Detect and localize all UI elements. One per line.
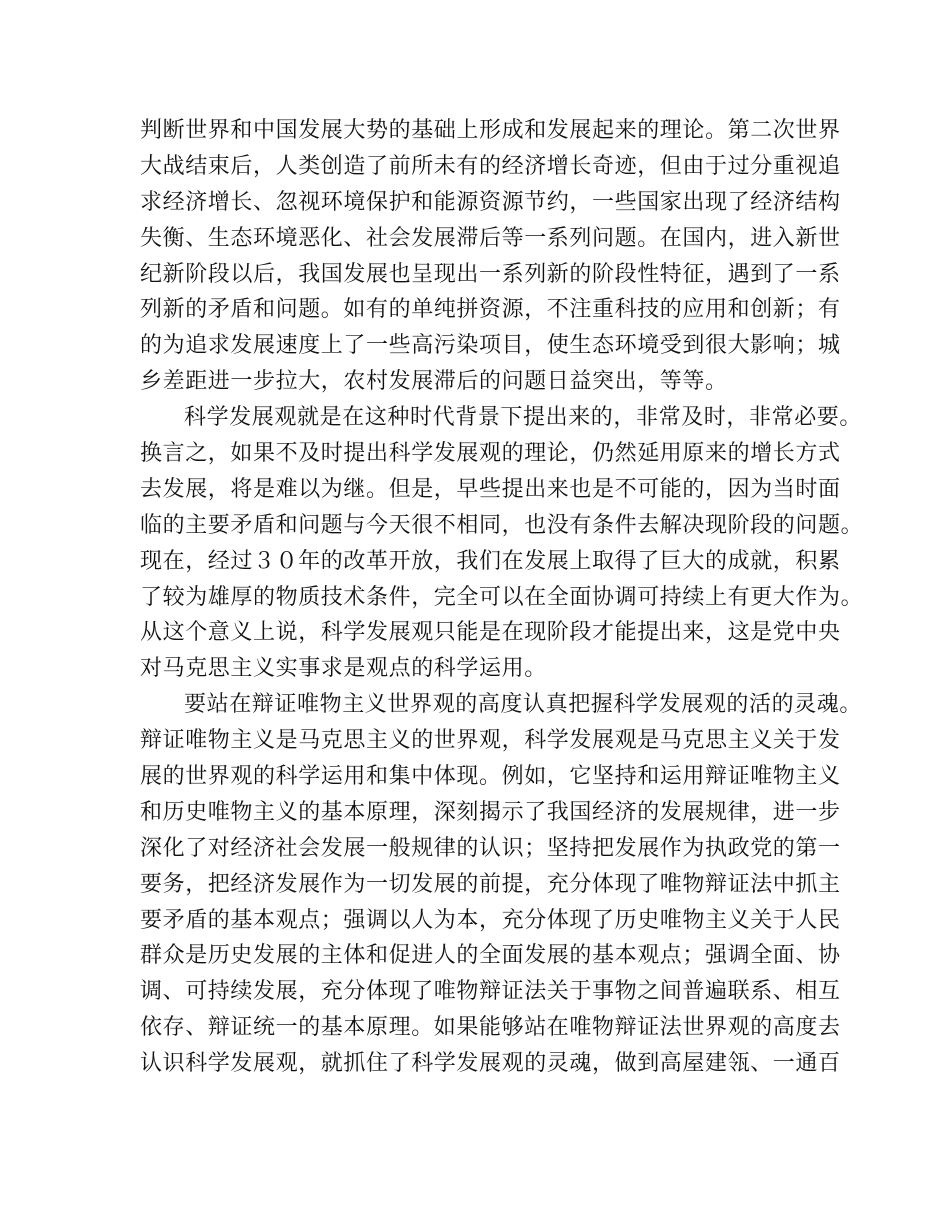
document-body [140, 113, 864, 1082]
text-line: 展的世界观的科学运用和集中体现。例如，它坚持和运用辩证唯物主义 [140, 764, 841, 790]
text-line: 从这个意义上说，科学发展观只能是在现阶段才能提出来，这是党中央 [140, 620, 841, 646]
text-line: 现在，经过３０年的改革开放，我们在发展上取得了巨大的成就，积累 [140, 548, 841, 574]
text-line: 求经济增长、忽视环境保护和能源资源节约，一些国家出现了经济结构 [140, 189, 841, 215]
text-line: 失衡、生态环境恶化、社会发展滞后等一系列问题。在国内，进入新世 [140, 225, 841, 251]
text-line: 列新的矛盾和问题。如有的单纯拼资源，不注重科技的应用和创新；有 [140, 297, 841, 323]
text-line: 了较为雄厚的物质技术条件，完全可以在全面协调可持续上有更大作为。 [140, 584, 864, 610]
paragraph-3 [140, 687, 863, 1082]
text-line: 群众是历史发展的主体和促进人的全面发展的基本观点；强调全面、协 [140, 943, 841, 969]
text-line: 乡差距进一步拉大，农村发展滞后的问题日益突出，等等。 [140, 369, 728, 395]
text-line: 要站在辩证唯物主义世界观的高度认真把握科学发展观的活的灵魂。 [184, 692, 863, 718]
text-line: 要务，把经济发展作为一切发展的前提，充分体现了唯物辩证法中抓主 [140, 871, 841, 897]
text-line: 依存、辩证统一的基本原理。如果能够站在唯物辩证法世界观的高度去 [140, 1015, 841, 1041]
text-line: 纪新阶段以后，我国发展也呈现出一系列新的阶段性特征，遇到了一系 [140, 261, 841, 287]
text-line: 去发展，将是难以为继。但是，早些提出来也是不可能的，因为当时面 [140, 476, 841, 502]
text-line: 科学发展观就是在这种时代背景下提出来的，非常及时，非常必要。 [184, 405, 863, 431]
text-line: 和历史唯物主义的基本原理，深刻揭示了我国经济的发展规律，进一步 [140, 799, 841, 825]
text-line: 要矛盾的基本观点；强调以人为本，充分体现了历史唯物主义关于人民 [140, 907, 841, 933]
text-line: 深化了对经济社会发展一般规律的认识；坚持把发展作为执政党的第一 [140, 835, 841, 861]
paragraph-1 [140, 113, 841, 400]
text-line: 调、可持续发展，充分体现了唯物辩证法关于事物之间普遍联系、相互 [140, 979, 841, 1005]
text-line: 对马克思主义实事求是观点的科学运用。 [140, 656, 547, 682]
text-line: 的为追求发展速度上了一些高污染项目，使生态环境受到很大影响；城 [140, 333, 841, 359]
text-line: 大战结束后，人类创造了前所未有的经济增长奇迹，但由于过分重视追 [140, 153, 841, 179]
text-line: 辩证唯物主义是马克思主义的世界观，科学发展观是马克思主义关于发 [140, 728, 841, 754]
text-line: 认识科学发展观，就抓住了科学发展观的灵魂，做到高屋建瓴、一通百 [140, 1051, 841, 1077]
text-line: 临的主要矛盾和问题与今天很不相同，也没有条件去解决现阶段的问题。 [140, 512, 864, 538]
paragraph-2 [140, 400, 864, 687]
text-line: 换言之，如果不及时提出科学发展观的理论，仍然延用原来的增长方式 [140, 441, 841, 467]
text-line: 判断世界和中国发展大势的基础上形成和发展起来的理论。第二次世界 [140, 118, 841, 143]
